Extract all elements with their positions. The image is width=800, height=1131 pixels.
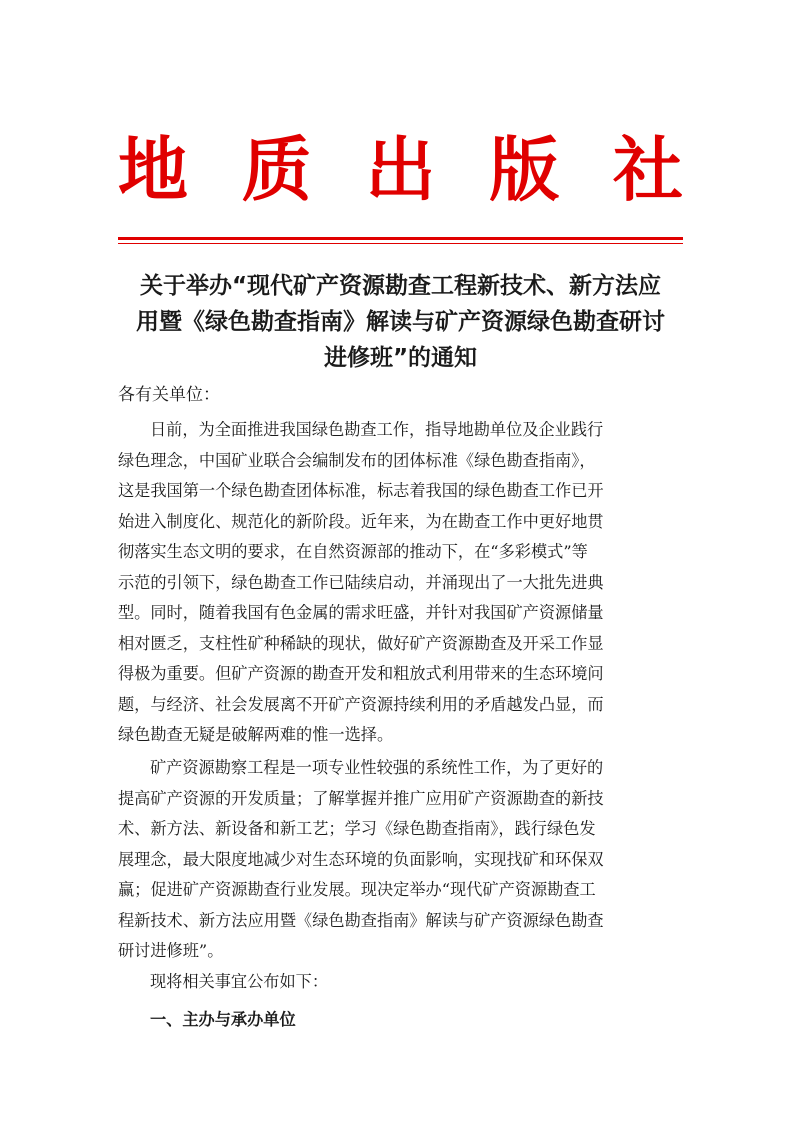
title-line: 用暨《绿色勘查指南》解读与矿产资源绿色勘查研讨	[136, 309, 665, 335]
masthead-char: 版	[489, 128, 560, 211]
paragraph-2	[118, 753, 683, 967]
text-line: 日前，为全面推进我国绿色勘查工作，指导地勘单位及企业践行	[150, 420, 604, 439]
text-line: 绿色理念，中国矿业联合会编制发布的团体标准《绿色勘查指南》，	[118, 450, 596, 470]
masthead-divider-thin	[118, 243, 683, 244]
text-line: 程新技术、新方法应用暨《绿色勘查指南》解读与矿产资源绿色勘查	[118, 910, 604, 930]
text-line: 这是我国第一个绿色勘查团体标准，标志着我国的绿色勘查工作已开	[118, 481, 604, 500]
paragraph-3	[118, 967, 683, 998]
masthead-char: 质	[241, 128, 312, 211]
text-line: 研讨进修班”。	[118, 941, 224, 960]
section-heading: 一、主办与承办单位	[150, 1010, 296, 1029]
text-line: 示范的引领下，绿色勘查工作已陆续启动，并涌现出了一大批先进典	[118, 572, 604, 592]
salutation: 各有关单位：	[118, 385, 220, 405]
paragraph-1	[118, 415, 683, 751]
text-line: 展理念，最大限度地减少对生态环境的负面影响，实现找矿和环保双	[118, 849, 604, 869]
text-line: 得极为重要。但矿产资源的勘查开发和粗放式利用带来的生态环境问	[118, 664, 604, 683]
text-line: 始进入制度化、规范化的新阶段。近年来，为在勘查工作中更好地贯	[118, 511, 604, 531]
masthead-char: 出	[365, 128, 436, 211]
text-line: 矿产资源勘察工程是一项专业性较强的系统性工作，为了更好的	[150, 758, 604, 777]
title-line: 关于举办“现代矿产资源勘查工程新技术、新方法应	[139, 273, 662, 299]
masthead-char: 社	[613, 128, 683, 211]
title-line: 进修班”的通知	[323, 345, 478, 371]
text-line: 提高矿产资源的开发质量；了解掌握并推广应用矿产资源勘查的新技	[118, 788, 604, 808]
masthead-char: 地	[118, 128, 188, 211]
notice-title	[118, 268, 683, 376]
text-line: 术、新方法、新设备和新工艺；学习《绿色勘查指南》，践行绿色发	[118, 819, 596, 838]
text-line: 绿色勘查无疑是破解两难的惟一选择。	[118, 725, 394, 744]
text-line: 现将相关事宜公布如下：	[150, 972, 329, 991]
text-line: 彻落实生态文明的要求，在自然资源部的推动下，在“多彩模式”等	[118, 542, 588, 561]
masthead-divider-thick	[118, 237, 683, 240]
text-line: 相对匮乏，支柱性矿种稀缺的现状，做好矿产资源勘查及开采工作显	[118, 633, 604, 653]
text-line: 题，与经济、社会发展离不开矿产资源持续利用的矛盾越发凸显，而	[118, 694, 604, 714]
publisher-masthead	[118, 120, 683, 220]
text-line: 型。同时，随着我国有色金属的需求旺盛，并针对我国矿产资源储量	[118, 603, 604, 622]
text-line: 赢；促进矿产资源勘查行业发展。现决定举办“现代矿产资源勘查工	[118, 880, 596, 899]
